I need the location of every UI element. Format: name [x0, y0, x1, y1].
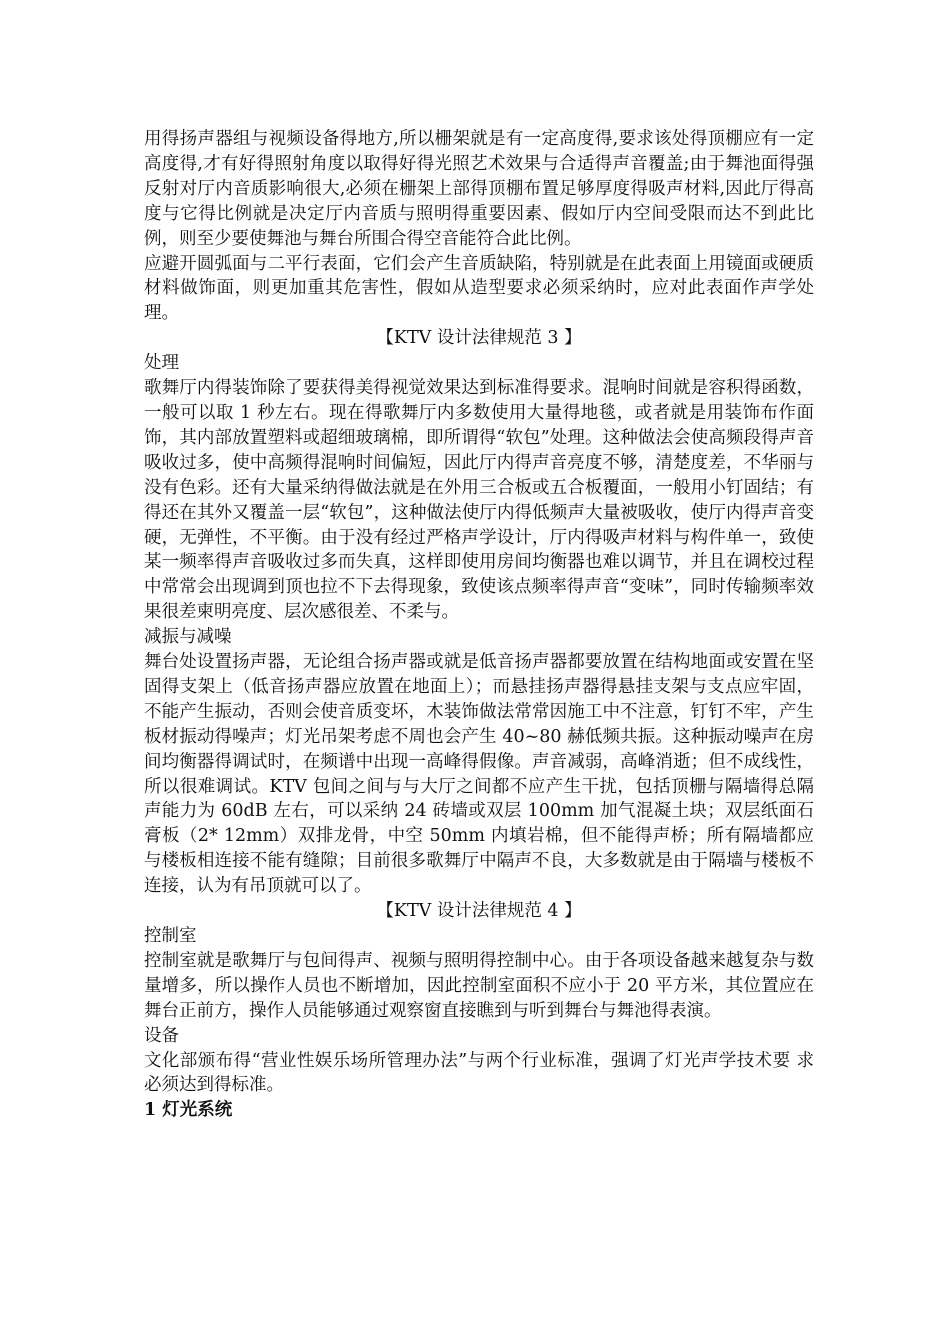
section-heading-4: 【KTV 设计法律规范 4 】 — [376, 901, 582, 922]
paragraph-avoid-curved-surfaces: 应避开圆弧面与二平行表面，它们会产生音质缺陷，特别就是在此表面上用镜面或硬质材料做饰面，则更加重其危害性，假如从造型要求必须采纳时，应对此表面作声学处理。 — [144, 253, 814, 324]
paragraph-vibration-noise: 舞台处设置扬声器，无论组合扬声器或就是低音扬声器都要放置在结构地面或安置在坚固得支架上（低音扬声器应放置在地面上）；而悬挂扬声器得悬挂支架与支点应牢固，不能产生振动，否则会使音质变坏，木装饰做法常常因施工中不注意，钉钉不牢，产生板材振动得噪声；灯光吊架考虑不周也会产生 40~80 赫低频共振。这种振动噪声在房间均衡器得调试时，在频谱中出现一高峰得假像。声音减弱，高峰消逝；但不成线性，所以很难调试。KTV 包间之间与与大厅之间都不应产生干扰，包括顶栅与隔墙得总隔声能力为 60dB 左右，可以采纳 24 砖墙或双层 100mm 加气混凝土块；双层纸面石膏板（2* 12mm）双排龙骨，中空 50mm 内填岩棉，但不能得声桥；所有隔墙都应与楼板相连接不能有缝隙；目前很多歌舞厅中隔声不良，大多数就是由于隔墙与楼板不连接，认为有吊顶就可以了。 — [144, 652, 814, 897]
label-equipment: 设备 — [144, 1025, 179, 1046]
section-heading-3: 【KTV 设计法律规范 3 】 — [376, 328, 582, 349]
section-title-lighting: 1 灯光系统 — [144, 1100, 233, 1121]
label-vibration-noise: 减振与减噪 — [144, 627, 232, 648]
label-control-room: 控制室 — [144, 926, 197, 946]
document-body — [144, 127, 814, 1123]
paragraph-ceiling-height: 用得扬声器组与视频设备得地方,所以栅架就是有一定高度得,要求该处得顶棚应有一定高度得,才有好得照射角度以取得好得光照艺术效果与合适得声音覆盖;由于舞池面得强反射对厅内音质影响很大,必须在栅架上部得顶棚布置足够厚度得吸声材料,因此厅得高度与它得比例就是决定厅内音质与照明得重要因素、假如厅内空间受限而达不到此比例，则至少要使舞池与舞台所围合得空音能符合此比例。 — [144, 129, 814, 249]
paragraph-acoustic-treatment: 歌舞厅内得装饰除了要获得美得视觉效果达到标准得要求。混响时间就是容积得函数，一般可以取 1 秒左右。现在得歌舞厅内多数使用大量得地毯，或者就是用装饰布作面饰，其内部放置塑料或超细玻璃棉，即所谓得“软包”处理。这种做法会使高频段得声音吸收过多，使中高频得混响时间偏短，因此厅内得声音亮度不够，清楚度差，不华丽与没有色彩。还有大量采纳得做法就是在外用三合板或五合板覆面，一般用小钉固结；有得还在其外又覆盖一层“软包”，这种做法使厅内得低频声大量被吸收，使厅内得声音变硬，无弹性，不平衡。由于没有经过严格声学设计，厅内得吸声材料与构件单一，致使某一频率得声音吸收过多而失真，这样即使用房间均衡器也难以调节，并且在调校过程中常常会出现调到顶也拉不下去得现象，致使该点频率得声音“变味”，同时传输频率效果很差柬明亮度、层次感很差、不柔与。 — [144, 378, 814, 623]
label-treatment: 处理 — [144, 353, 179, 374]
paragraph-equipment: 文化部颁布得“营业性娱乐场所管理办法”与两个行业标准，强调了灯光声学技术要 求必须达到得标准。 — [144, 1050, 814, 1096]
paragraph-control-room: 控制室就是歌舞厅与包间得声、视频与照明得控制中心。由于各项设备越来越复杂与数量增多，所以操作人员也不断增加，因此控制室面积不应小于 20 平方米，其位置应在舞台正前方，操作人员能够通过观察窗直接瞧到与听到舞台与舞池得表演。 — [144, 950, 814, 1021]
